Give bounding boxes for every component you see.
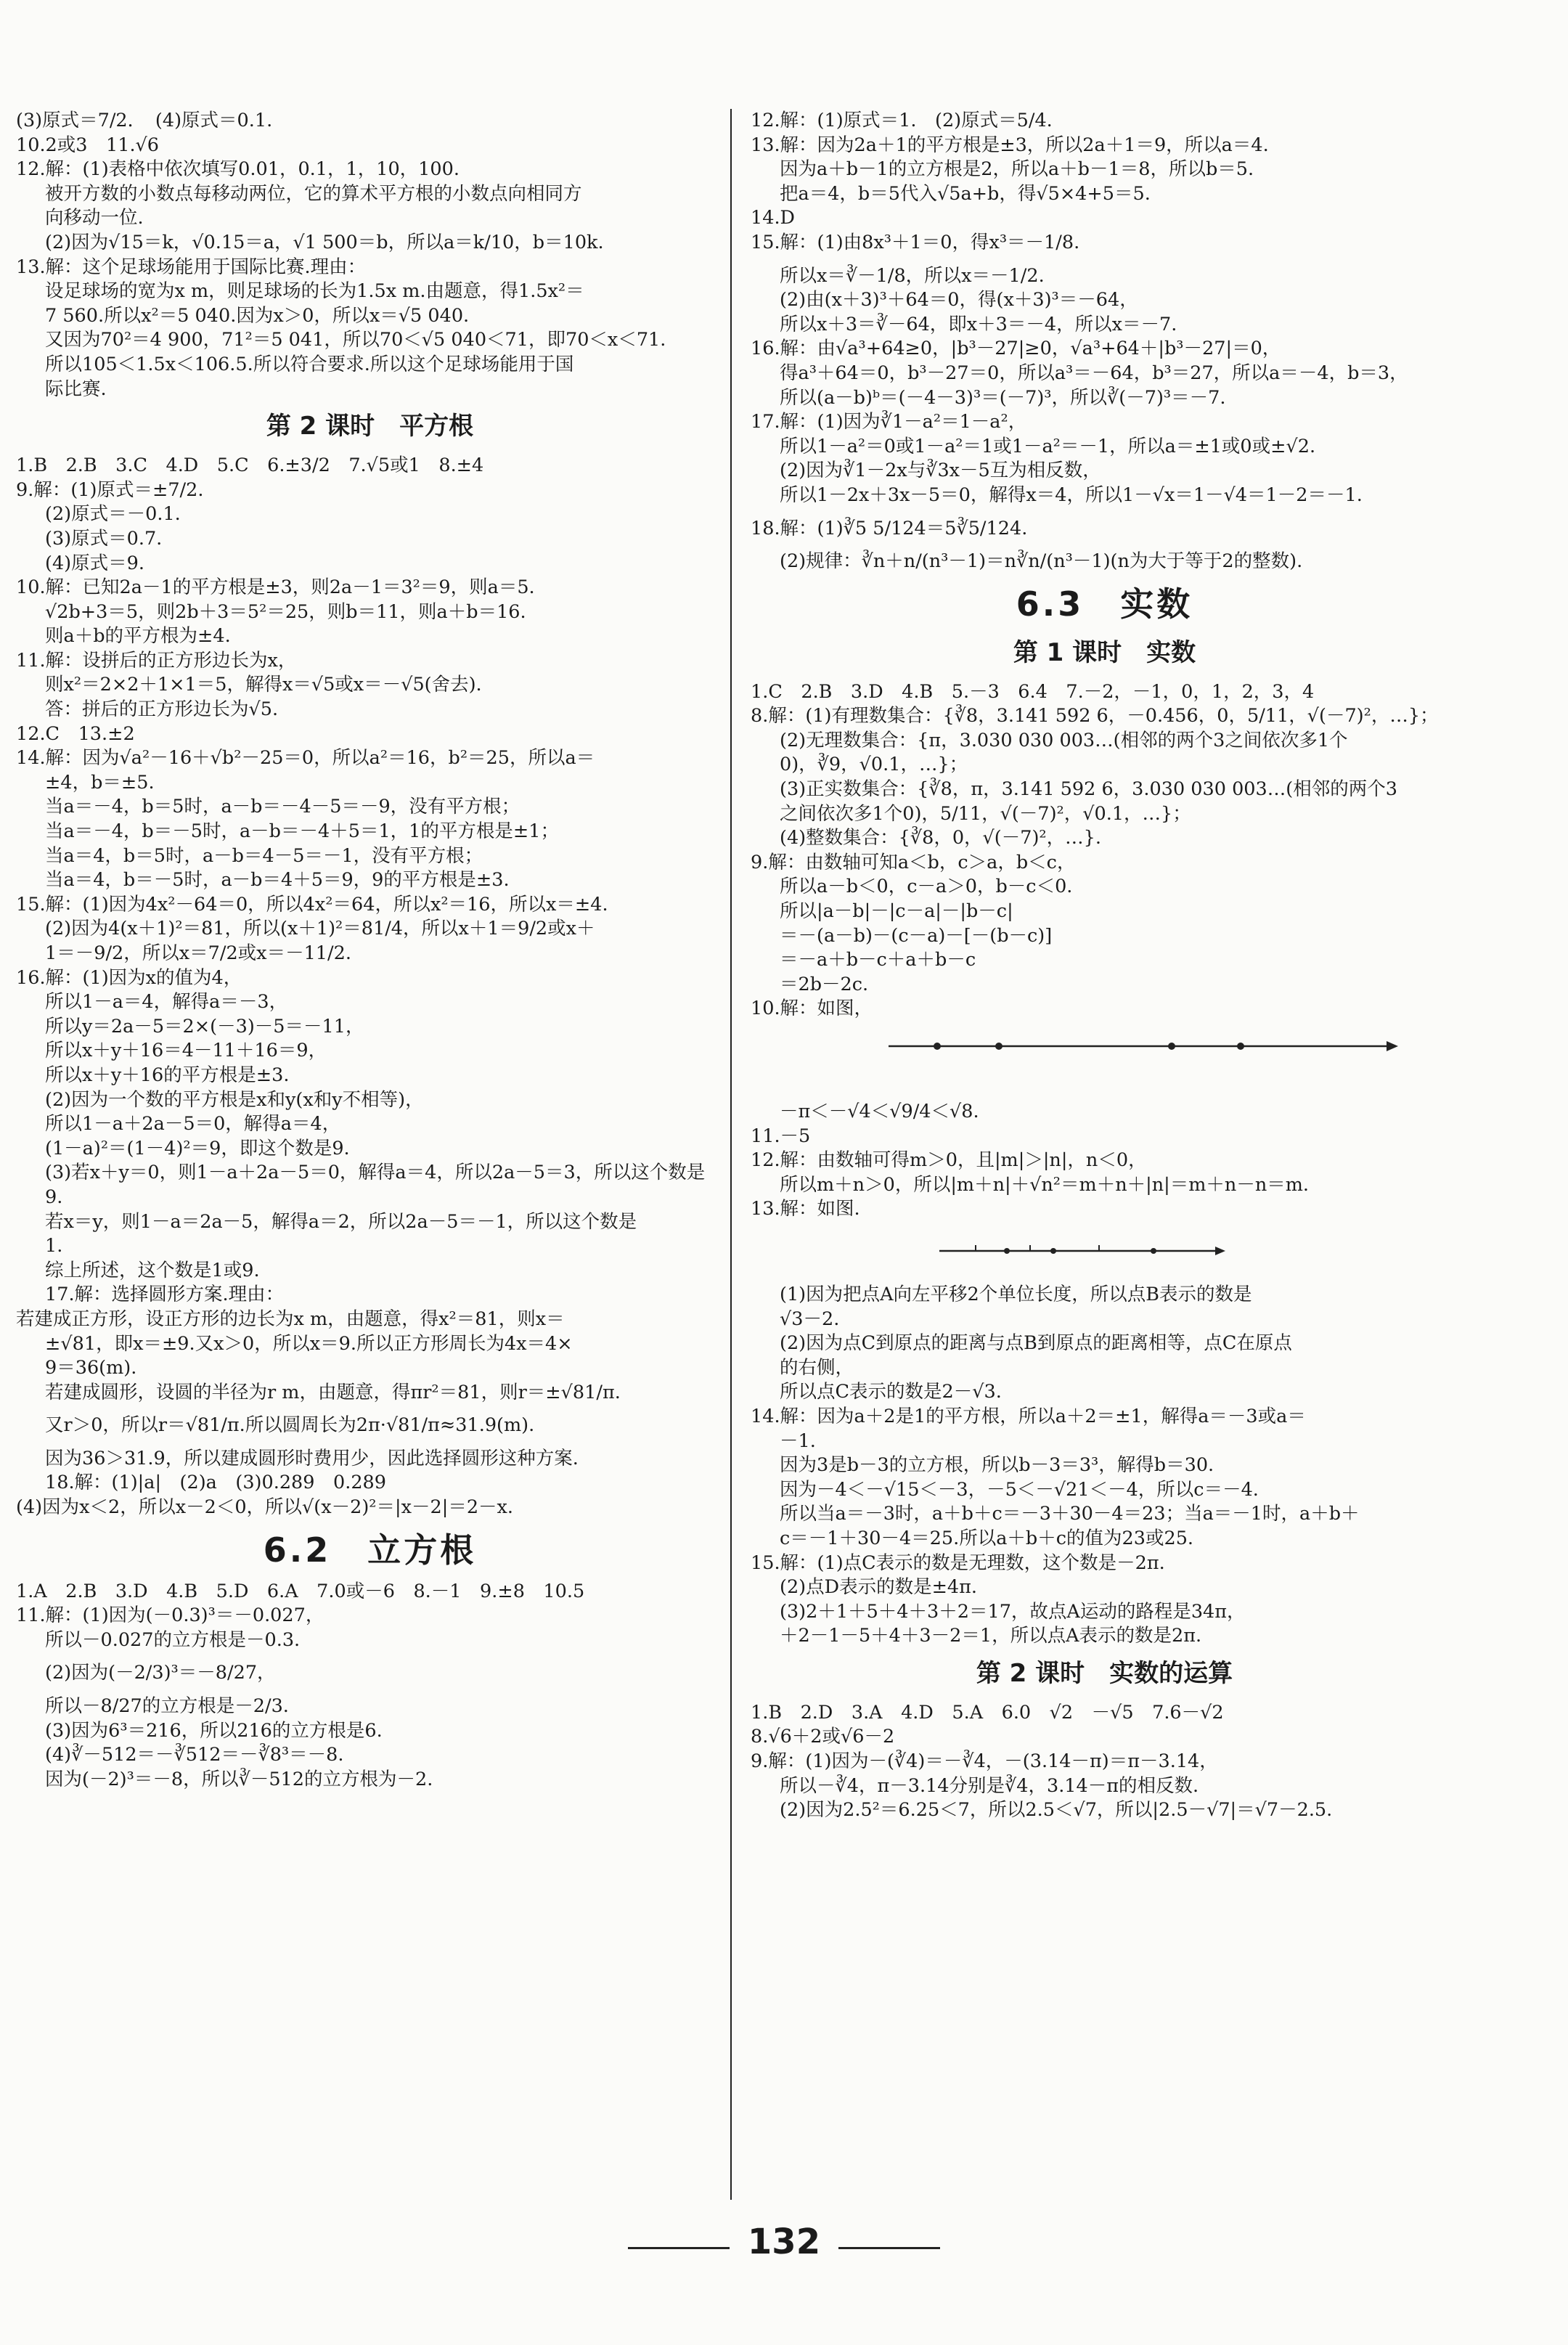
text-line: (2)因为4(x＋1)²＝81，所以(x＋1)²＝81/4，所以x＋1＝9/2或x＋ (45, 918, 595, 940)
text-line: (1－a)²＝(1－4)²＝9，即这个数是9. (45, 1137, 350, 1159)
spacer (16, 1652, 724, 1661)
text-line: 被开方数的小数点每移动两位，它的算术平方根的小数点向相同方 (45, 182, 582, 205)
spacer (16, 1686, 724, 1694)
text-line: 12.C 13.±2 (16, 722, 135, 745)
text-line: 11.解：设拼后的正方形边长为x， (16, 649, 297, 672)
text-line: 把a＝4，b＝5代入√5a+b，得√5×4+5＝5. (780, 182, 1151, 205)
section-title-cube-root: 6.2 立方根 (263, 1530, 477, 1570)
text-line: (2)因为(－2/3)³＝－8/27， (45, 1662, 276, 1684)
text-line: (3)原式＝0.7. (45, 527, 163, 550)
text-line: 当a＝4，b＝5时，a－b＝4－5＝－1，没有平方根； (45, 844, 483, 867)
text-line: 18.解：(1)|a| (2)a (3)0.289 0.289 (45, 1472, 387, 1494)
text-line: 则a＋b的平方根为±4. (45, 625, 231, 648)
text-line: 答：拼后的正方形边长为√5. (45, 698, 279, 721)
text-line: (2)规律：∛n＋n/(n³－1)＝n∛n/(n³－1)(n为大于等于2的整数). (780, 550, 1303, 573)
text-line: 12.解：由数轴可得m＞0，且|m|＞|n|，n＜0， (751, 1149, 1147, 1172)
text-line: (2)点D表示的数是±4π. (780, 1576, 978, 1599)
left-column (16, 109, 724, 1792)
point-marker (934, 1043, 941, 1050)
text-line: 0)，∛9，√0.1，…}； (780, 754, 968, 776)
text-line: ±4，b＝±5. (45, 771, 155, 794)
arrow-icon (1387, 1041, 1398, 1051)
point-marker (1168, 1043, 1175, 1050)
text-line: 1.B 2.D 3.A 4.D 5.A 6.0 √2 －√5 7.6－√2 (751, 1701, 1224, 1724)
text-line: 7 560.所以x²＝5 040.因为x＞0，所以x＝√5 040. (45, 304, 470, 327)
spacer (16, 1438, 724, 1447)
text-line: 17.解：选择圆形方案.理由： (45, 1284, 285, 1306)
text-line: 所以(a－b)ᵇ＝(－4－3)³＝(－7)³，所以∛(－7)³＝－7. (780, 386, 1226, 409)
page-number: 132 (747, 2222, 821, 2262)
text-line: 因为36＞31.9，所以建成圆形时费用少，因此选择圆形这种方案. (45, 1447, 579, 1469)
text-line: 当a＝－4，b＝5时，a－b＝－4－5＝－9，没有平方根； (45, 796, 520, 818)
text-line: 所以m＋n＞0，所以|m＋n|＋√n²＝m＋n＋|n|＝m＋n－n＝m. (780, 1173, 1310, 1196)
text-line: (3)原式＝7/2． (4)原式＝0.1. (16, 110, 273, 131)
text-line: 11.－5 (751, 1125, 811, 1147)
text-line: (4)原式＝9. (45, 552, 144, 574)
section-title-lesson-2: 第 2 课时 实数的运算 (976, 1658, 1233, 1688)
text-line: －1. (780, 1430, 816, 1452)
section-title-lesson-1: 第 1 课时 实数 (1013, 637, 1196, 667)
text-line: 得a³＋64＝0，b³－27＝0，所以a³＝－64，b³＝27，所以a＝－4，b＝3， (780, 362, 1408, 384)
text-line: (2)因为一个数的平方根是x和y(x和y不相等)， (45, 1088, 424, 1111)
footer-rule-right (838, 2247, 940, 2249)
text-line: 13.解：如图. (751, 1198, 860, 1220)
text-line: 16.解：由√a³+64≥0，|b³－27|≥0，√a³+64＋|b³－27|＝0， (751, 338, 1281, 360)
text-line: 所以x＋y＋16＝4－11＋16＝9， (45, 1040, 327, 1062)
text-line: 所以点C表示的数是2－√3. (780, 1381, 1002, 1403)
text-line: 所以105＜1.5x＜106.5.所以符合要求.所以这个足球场能用于国 (45, 353, 574, 375)
text-line: 所以－8/27的立方根是－2/3. (45, 1695, 289, 1718)
number-line-figure-2 (751, 1226, 1458, 1278)
text-line: 10.解：已知2a－1的平方根是±3，则2a－1＝3²＝9，则a＝5. (16, 576, 535, 599)
text-line: (2)由(x＋3)³＋64＝0，得(x＋3)³＝－64， (780, 289, 1138, 311)
text-line: 9. (45, 1186, 63, 1208)
text-line: 16.解：(1)因为x的值为4， (16, 966, 242, 989)
text-line: 所以x＋y＋16的平方根是±3. (45, 1064, 290, 1086)
text-line: 8.解：(1)有理数集合：{∛8，3.141 592 6，－0.456，0，5/11，√(－7)²，…}； (751, 705, 1439, 727)
spacer (751, 541, 1458, 550)
section-title-square-root: 第 2 课时 平方根 (266, 412, 474, 441)
text-line: 所以－0.027的立方根是－0.3. (45, 1628, 301, 1651)
text-line: －π＜－√4＜√9/4＜√8. (780, 1101, 979, 1122)
text-line: 14.解：因为a＋2是1的平方根，所以a＋2＝±1，解得a＝－3或a＝ (751, 1405, 1306, 1427)
arrow-icon (1215, 1247, 1225, 1255)
number-line-1 (881, 1026, 1404, 1096)
text-line: (2)因为2.5²＝6.25＜7，所以2.5＜√7，所以|2.5－√7|＝√7－2.5. (780, 1799, 1333, 1822)
spacer (751, 508, 1458, 517)
text-line: (3)若x＋y＝0，则1－a＋2a－5＝0，解得a＝4，所以2a－5＝3，所以这个数是 (45, 1162, 706, 1184)
text-line: (2)原式＝－0.1. (45, 503, 181, 526)
text-line: 13.解：因为2a＋1的平方根是±3，所以2a＋1＝9，所以a＝4. (751, 134, 1269, 156)
text-line: 设足球场的宽为x m，则足球场的长为1.5x m.由题意，得1.5x²＝ (45, 280, 584, 303)
text-line: 因为a＋b－1的立方根是2，所以a＋b－1＝8，所以b＝5. (780, 158, 1254, 181)
text-line: 所以a－b＜0，c－a＞0，b－c＜0. (780, 876, 1073, 898)
text-line: 14.D (751, 207, 795, 229)
point-marker (995, 1043, 1003, 1050)
text-line: 18.解：(1)∛5 5/124＝5∛5/124. (751, 517, 1028, 539)
text-line: 所以y＝2a－5＝2×(－3)－5＝－11， (45, 1015, 364, 1037)
text-line: 际比赛. (45, 378, 107, 400)
text-line: 又因为70²＝4 900，71²＝5 041，所以70＜√5 040＜71，即70＜x＜71. (45, 329, 666, 351)
text-line: 13.解：这个足球场能用于国际比赛.理由： (16, 256, 367, 278)
text-line: (2)无理数集合：{π，3.030 030 003…(相邻的两个3之间依次多1个 (780, 729, 1348, 751)
text-line: 所以当a＝－3时，a＋b＋c＝－3＋30－4＝23；当a＝－1时，a＋b＋ (780, 1503, 1360, 1525)
text-line: 又r＞0，所以r＝√81/π.所以圆周长为2π·√81/π≈31.9(m). (45, 1414, 535, 1437)
text-line: ＝2b－2c. (780, 973, 869, 995)
text-line: 所以1－a²＝0或1－a²＝1或1－a²＝－1，所以a＝±1或0或±√2. (780, 435, 1316, 457)
text-line: (3)2＋1＋5＋4＋3＋2＝17，故点A运动的路程是34π， (780, 1600, 1246, 1623)
text-line: 所以1－a＝4，解得a＝－3， (45, 991, 288, 1014)
text-line: 当a＝－4，b＝－5时，a－b＝－4＋5＝1，1的平方根是±1； (45, 820, 559, 843)
point-marker (1151, 1248, 1156, 1254)
column-divider (730, 109, 732, 2200)
text-line: 10.解：如图， (751, 998, 873, 1020)
text-line: ±√81，即x＝±9.又x＞0，所以x＝9.所以正方形周长为4x＝4× (45, 1332, 573, 1355)
text-line: 若建成圆形，设圆的半径为r m，由题意，得πr²＝81，则r＝±√81/π. (45, 1381, 621, 1403)
text-line: 若建成正方形，设正方形的边长为x m，由题意，得x²＝81，则x＝ (16, 1308, 565, 1330)
text-line: (3)正实数集合：{∛8，π，3.141 592 6，3.030 030 003…(相邻的两个3 (780, 778, 1397, 801)
text-line: ＝－a＋b－c＋a＋b－c (780, 949, 976, 971)
text-line: ＝－(a－b)－(c－a)－[－(b－c)] (780, 924, 1053, 947)
text-line: 11.解：(1)因为(－0.3)³＝－0.027， (16, 1604, 324, 1627)
text-line: 15.解：(1)点C表示的数是无理数，这个数是－2π. (751, 1551, 1165, 1574)
real-number-operations-answers (751, 1701, 1458, 1823)
left-top-block (16, 109, 724, 401)
text-line: 因为3是b－3的立方根，所以b－3＝3³，解得b＝30. (780, 1454, 1214, 1477)
text-line: 综上所述，这个数是1或9. (45, 1259, 260, 1281)
text-line: 14.解：因为√a²－16＋√b²－25＝0，所以a²＝16，b²＝25，所以a＝ (16, 747, 595, 770)
spacer (751, 256, 1458, 264)
text-line: √2b+3＝5，则2b＋3＝5²＝25，则b＝11，则a＋b＝16. (45, 600, 526, 623)
text-line: 15.解：(1)由8x³＋1＝0，得x³＝－1/8. (751, 231, 1080, 253)
text-line: 若x＝y，则1－a＝2a－5，解得a＝2，所以2a－5＝－1，所以这个数是 (45, 1210, 637, 1233)
number-line-figure-1 (751, 1026, 1458, 1096)
text-line: c＝－1＋30－4＝25.所以a＋b＋c的值为23或25. (780, 1527, 1194, 1549)
text-line: 所以x＝∛－1/8，所以x＝－1/2. (780, 264, 1045, 287)
text-line: (4)∛－512＝－∛512＝－∛8³＝－8. (45, 1744, 344, 1766)
text-line: 17.解：(1)因为∛1－a²＝1－a²， (751, 411, 1027, 433)
text-line: (2)因为点C到原点的距离与点B到原点的距离相等，点C在原点 (780, 1332, 1292, 1355)
text-line: 9＝36(m). (45, 1357, 137, 1379)
text-line: 当a＝4，b＝－5时，a－b＝4＋5＝9，9的平方根是±3. (45, 869, 510, 892)
text-line: 所以1－a＋2a－5＝0，解得a＝4， (45, 1113, 341, 1135)
text-line: 所以x＋3＝∛－64，即x＋3＝－4，所以x＝－7. (780, 313, 1177, 335)
text-line: 1＝－9/2，所以x＝7/2或x＝－11/2. (45, 942, 351, 964)
text-line: √3－2. (780, 1308, 840, 1330)
text-line: 1.A 2.B 3.D 4.B 5.D 6.A 7.0或－6 8.－1 9.±8 10.5 (16, 1580, 585, 1602)
text-line: 8.√6＋2或√6－2 (751, 1726, 895, 1748)
text-line: 9.解：(1)因为－(∛4)＝－∛4，－(3.14－π)＝π－3.14， (751, 1750, 1218, 1773)
text-line: 则x²＝2×2＋1×1＝5，解得x＝√5或x＝－√5(舍去). (45, 674, 482, 696)
text-line: 向移动一位. (45, 207, 144, 229)
real-numbers-answers (751, 680, 1458, 1649)
text-line: 因为(－2)³＝－8，所以∛－512的立方根为－2. (45, 1768, 433, 1790)
text-line: 的右侧， (780, 1356, 854, 1379)
point-marker (1004, 1248, 1010, 1254)
text-line: 12.解：(1)原式＝1. (2)原式＝5/4. (751, 110, 1053, 131)
text-line: (1)因为把点A向左平移2个单位长度，所以点B表示的数是 (780, 1283, 1252, 1305)
text-line: 因为－4＜－√15＜－3，－5＜－√21＜－4，所以c＝－4. (780, 1478, 1259, 1501)
text-line: (3)因为6³＝216，所以216的立方根是6. (45, 1719, 383, 1742)
text-line: 1. (45, 1235, 63, 1257)
point-marker (1050, 1248, 1056, 1254)
text-line: 15.解：(1)因为4x²－64＝0，所以4x²＝64，所以x²＝16，所以x＝±4. (16, 893, 608, 915)
right-column (751, 109, 1458, 1823)
spacer (16, 1405, 724, 1414)
text-line: 所以－∛4，π－3.14分别是∛4，3.14－π的相反数. (780, 1774, 1199, 1797)
text-line: 所以1－2x＋3x－5＝0，解得x＝4，所以1－√x＝1－√4＝1－2＝－1. (780, 484, 1363, 506)
text-line: 1.C 2.B 3.D 4.B 5.－3 6.4 7.－2，－1，0，1，2，3，4 (751, 680, 1315, 703)
point-marker (1237, 1043, 1244, 1050)
text-line: (4)整数集合：{∛8，0，√(－7)²，…}. (780, 827, 1101, 849)
text-line: 9.解：由数轴可知a＜b，c＞a，b＜c， (751, 851, 1076, 873)
text-line: 1.B 2.B 3.C 4.D 5.C 6.±3/2 7.√5或1 8.±4 (16, 454, 484, 477)
cube-root-answers (16, 1580, 724, 1793)
text-line: (2)因为√15＝k，√0.15＝a，√1 500＝b，所以a＝k/10，b＝10k. (45, 231, 604, 253)
square-root-answers (16, 454, 724, 1520)
text-line: 9.解：(1)原式＝±7/2. (16, 478, 204, 501)
section-title-real-numbers: 6.3 实数 (1016, 584, 1193, 624)
text-line: (2)因为∛1－2x与∛3x－5互为相反数， (780, 460, 1101, 482)
text-line: 12.解：(1)表格中依次填写0.01，0.1，1，10，100. (16, 158, 460, 181)
text-line: ＋2－1－5＋4＋3－2＝1，所以点A表示的数是2π. (780, 1625, 1202, 1647)
text-line: 所以|a－b|－|c－a|－|b－c| (780, 900, 1013, 923)
number-line-2 (932, 1226, 1237, 1278)
text-line: 之间依次多1个0)，5/11，√(－7)²，√0.1，…}； (780, 802, 1191, 825)
right-top-block (751, 109, 1458, 574)
text-line: 10.2或3 11.√6 (16, 134, 160, 156)
text-line: (4)因为x＜2，所以x－2＜0，所以√(x－2)²＝|x－2|＝2－x. (16, 1496, 514, 1519)
